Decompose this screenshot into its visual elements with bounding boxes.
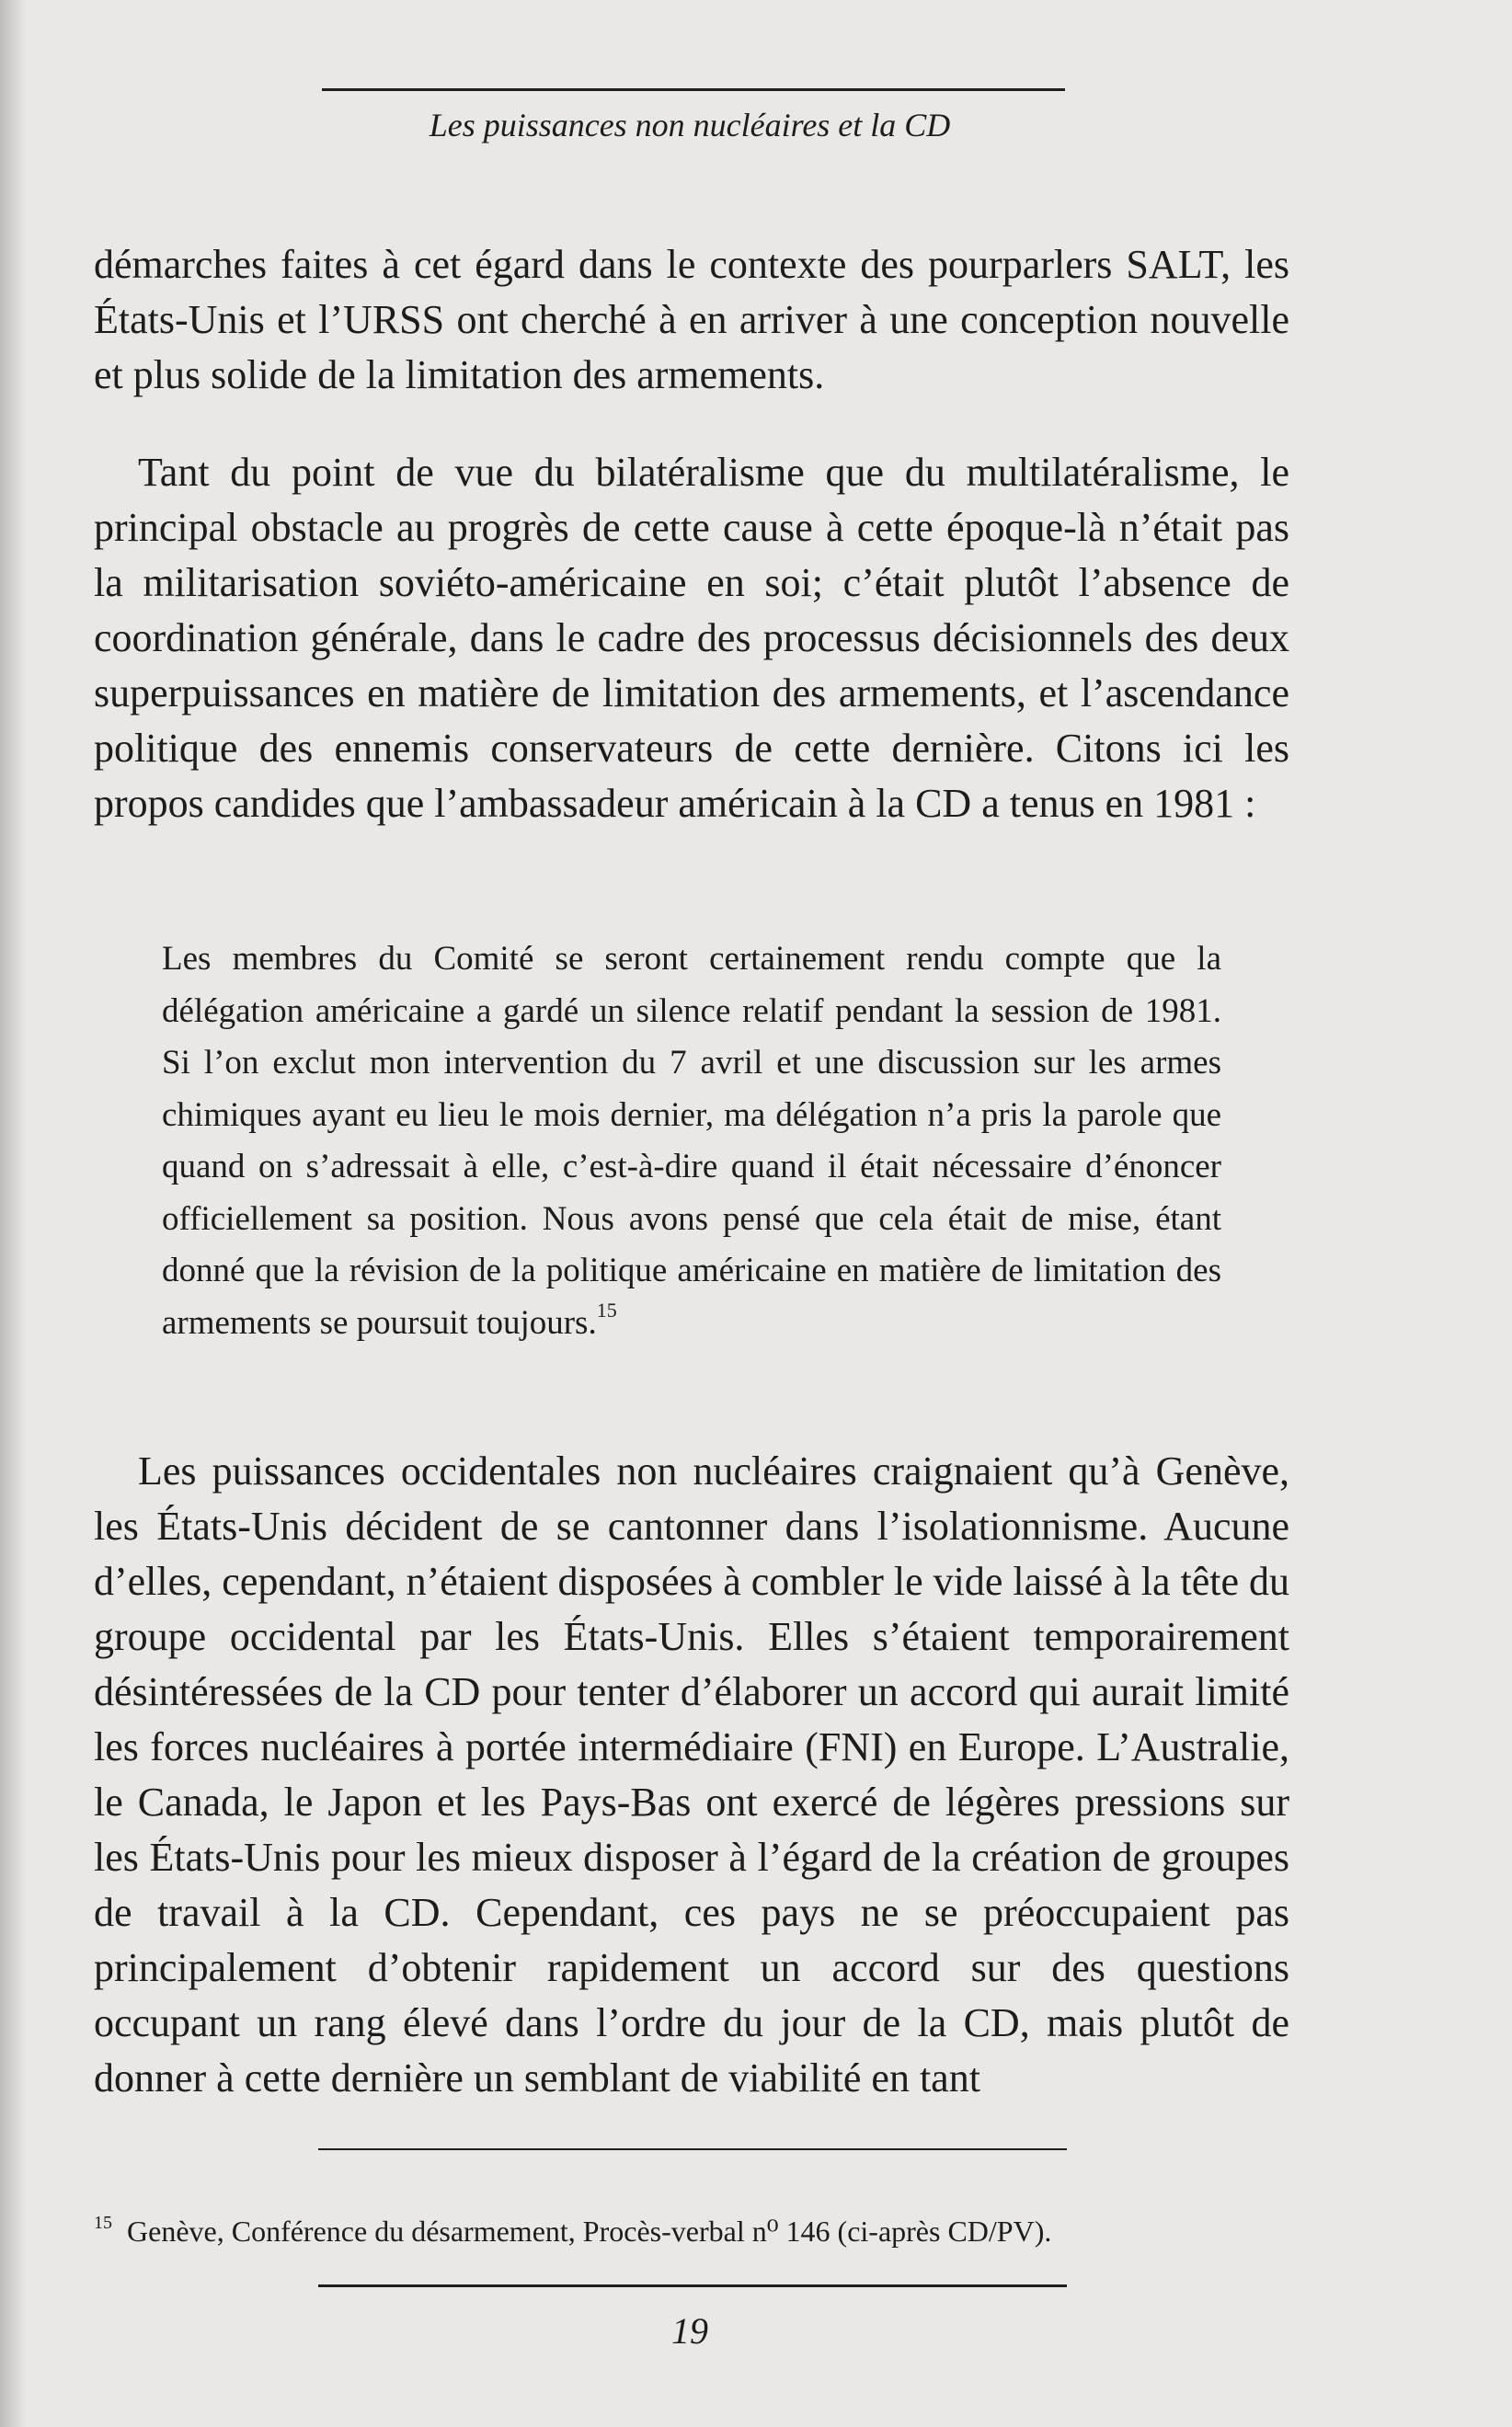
running-title: Les puissances non nucléaires et la CD — [429, 107, 951, 143]
footnote-text: Genève, Conférence du désarmement, Procès-verbal n⁰ 146 (ci-après CD/PV). — [127, 2215, 1052, 2248]
paragraph-block-2 — [94, 445, 1289, 831]
header-rule — [322, 88, 1065, 91]
paragraph-3: Les puissances occidentales non nucléaires craignaient qu’à Genève, les États-Unis décident de se cantonner dans l’isolationnisme. Aucune d’elles, cependant, n’étaient disposées à combler le vide laissé à la tête du groupe occidental par les États-Unis. Elles s’étaient temporairement désintéressées de la CD pour tenter d’élaborer un accord qui aurait limité les forces nucléaires à portée intermédiaire (FNI) en Europe. L’Australie, le Canada, le Japon et les Pays-Bas ont exercé de légères pressions sur les États-Unis pour les mieux disposer à l’égard de la création de groupes de travail à la CD. Cependant, ces pays ne se préoccupaient pas principalement d’obtenir rapidement un accord sur des questions occupant un rang élevé dans l’ordre du jour de la CD, mais plutôt de donner à cette dernière un semblant de viabilité en tant — [94, 1448, 1289, 2101]
footnote-reference: 15 — [596, 1298, 617, 1322]
paragraph-continued — [94, 237, 1289, 403]
footnote-rule — [318, 2148, 1067, 2150]
footnote — [94, 2211, 1289, 2251]
block-quote-text: Les membres du Comité se seront certainement rendu compte que la délégation américaine a gardé un silence relatif pendant la session de 1981. Si l’on exclut mon intervention du 7 avril et une discussion sur les armes chimiques ayant eu lieu le mois dernier, ma délégation n’a pris la parole que quand on s’adressait à elle, c’est-à-dire quand il était nécessaire d’énoncer officiellement sa position. Nous avons pensé que cela était de mise, étant donné que la révision de la politique américaine en matière de limitation des armements se poursuit toujours. — [162, 940, 1221, 1342]
paragraph-block-3 — [94, 1444, 1289, 2106]
paragraph-1: démarches faites à cet égard dans le contexte des pourparlers SALT, les États-Unis et l’URSS ont cherché à en arriver à une conception nouvelle et plus solide de la limitation des armements. — [94, 242, 1289, 397]
page-gutter-shadow — [0, 0, 26, 2427]
paragraph-2: Tant du point de vue du bilatéralisme que du multilatéralisme, le principal obstacle au progrès de cette cause à cette époque-là n’était pas la militarisation soviéto-américaine en soi; c’était plutôt l’absence de coordination générale, dans le cadre des processus décisionnels des deux superpuissances en matière de limitation des armements, et l’ascendance politique des ennemis conservateurs de cette dernière. Citons ici les propos candides que l’ambassadeur américain à la CD a tenus en 1981 : — [94, 450, 1289, 826]
block-quote-text-wrapper — [162, 933, 1221, 1349]
page-number: 19 — [671, 2310, 708, 2352]
footnote-number: 15 — [94, 2213, 112, 2233]
footer-rule — [318, 2284, 1067, 2287]
block-quote — [162, 933, 1221, 1349]
